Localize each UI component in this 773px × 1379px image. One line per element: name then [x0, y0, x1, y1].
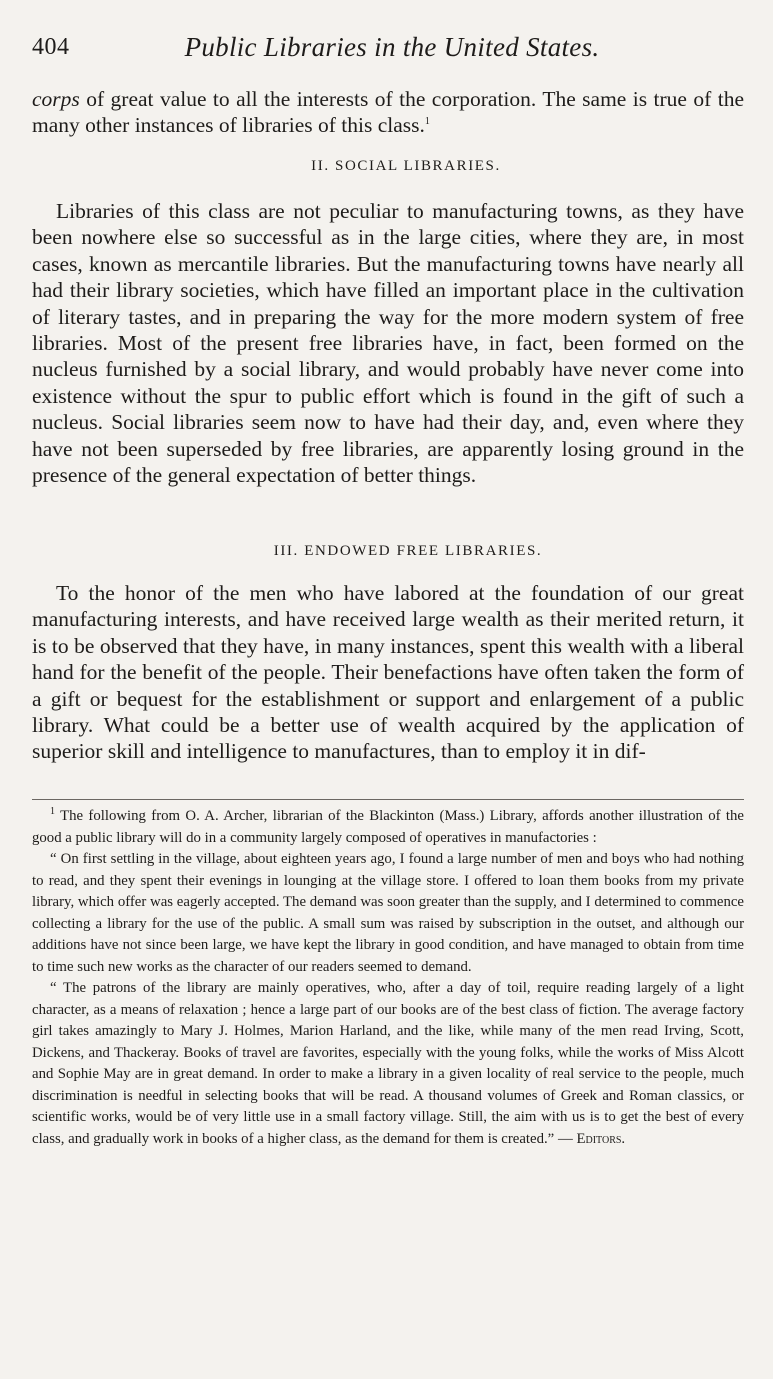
intro-italic-lead: corps	[32, 87, 80, 111]
footnote-quote-paragraph-2	[32, 978, 744, 1150]
footnote-signature: Editors.	[576, 1130, 626, 1147]
footnote	[32, 806, 744, 1150]
social-libraries-text: Libraries of this class are not peculiar to manufacturing towns, as they have been nowhere else so successful as in the large cities, where they are, in most cases, known as mercantile libraries. But the manufacturing towns have nearly all had their library societies, which have filled an important place in the cultivation of literary tastes, and in preparing the way for the more modern system of free libraries. Most of the present free libraries have, in fact, been formed on the nucleus furnished by a social library, and would probably have never come into existence without the spur to public effort which is found in the gift of such a nucleus. Social libraries seem now to have had their day, and, even where they have not been superseded by free libraries, are apparently losing ground in the presence of the general expectation of better things.	[32, 199, 744, 488]
footnote-quote-paragraph-1: “ On first settling in the village, about eighteen years ago, I found a large number of men and boys who had nothing to read, and they spent their evenings in lounging at the village store. I offered to loan them books from my private library, which offer was eagerly accepted. The demand was soon greater than the supply, and I determined to commence collecting a library for the use of the public. A small sum was raised by subscription in the outset, and although our additions have not since been large, we have kept the library in good condition, and have managed to obtain from time to time such new works as the character of our readers seemed to demand.	[32, 851, 744, 975]
social-libraries-paragraph	[32, 198, 744, 488]
page-number: 404	[32, 34, 70, 60]
page-header	[32, 32, 752, 66]
footnote-lead-text: The following from O. A. Archer, librarian of the Blackinton (Mass.) Library, affords another illustration of the good a public library will do in a community largely composed of operatives in manufactories :	[32, 808, 744, 846]
intro-paragraph	[32, 86, 744, 139]
footnote-divider	[32, 799, 744, 800]
footnote-reference: 1	[424, 116, 430, 128]
footnote-quote-text-2: “ The patrons of the library are mainly operatives, who, after a day of toil, require reading largely of a light character, as a means of relaxation ; hence a large part of our books are of the best class of fiction. The average factory girl takes amazingly to Mary J. Holmes, Marion Harland, and the like, while many of the men read Irving, Scott, Dickens, and Thackeray. Books of travel are favorites, especially with the young folks, while the works of Miss Alcott and Sophie May are in great demand. In order to make a library in a given locality of real service to the people, much discrimination is needful in selecting books that will be read. A thousand volumes of Greek and Roman classics, or scientific works, would be of very little use in a small factory village. Still, the aim with us is to get the best of every class, and gradually work in books of a higher class, as the demand for them is created.” —	[32, 980, 744, 1147]
footnote-lead	[32, 806, 744, 849]
running-title: Public Libraries in the United States.	[184, 32, 600, 62]
endowed-libraries-text: To the honor of the men who have labored at the foundation of our great manufacturing interests, and have received large wealth as their merited return, it is to be observed that they have, in many instances, spent this wealth with a liberal hand for the benefit of the people. Their benefactions have often taken the form of a gift or bequest for the establishment or support and enlargement of a public library. What could be a better use of wealth acquired by the application of superior skill and intelligence to manufactures, than to employ it in dif-	[32, 581, 744, 764]
endowed-libraries-paragraph	[32, 580, 744, 765]
section-heading-endowed-free-libraries: III. ENDOWED FREE LIBRARIES.	[273, 543, 543, 559]
footnote-marker: 1	[50, 806, 55, 818]
section-heading-social-libraries: II. SOCIAL LIBRARIES.	[311, 158, 501, 174]
intro-text: of great value to all the interests of the corporation. The same is true of the many other instances of libraries of this class.	[32, 87, 744, 138]
